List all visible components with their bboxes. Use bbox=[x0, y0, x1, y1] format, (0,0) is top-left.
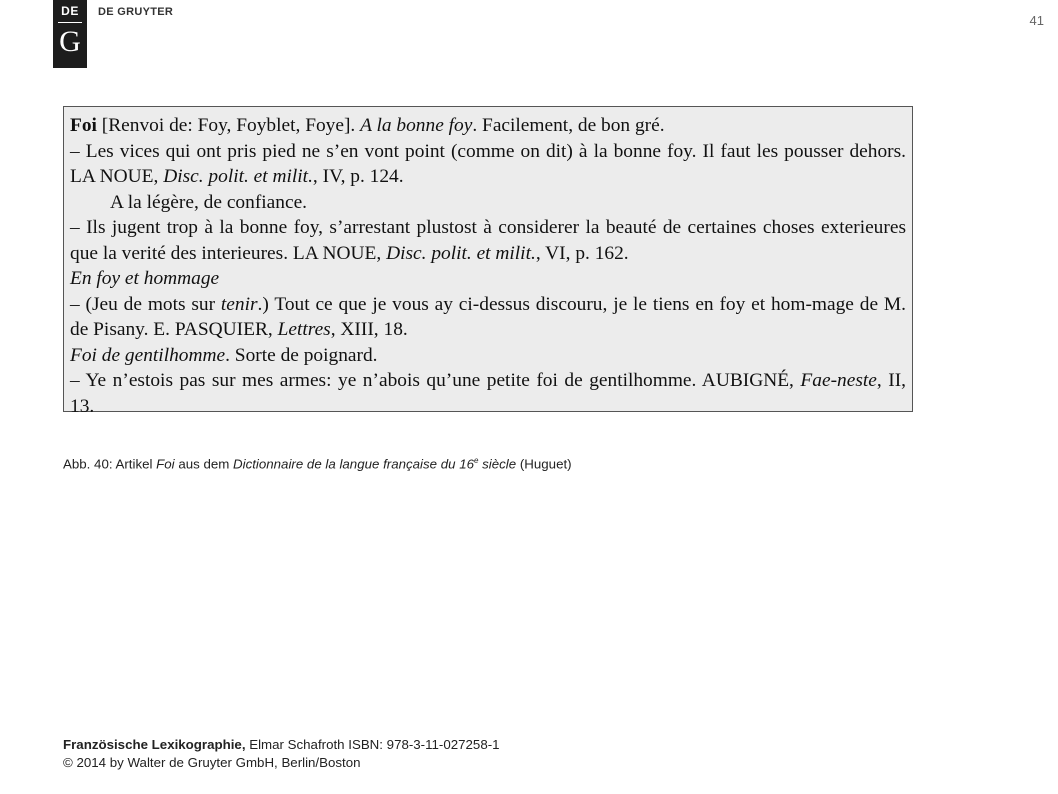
text-run: Foi de gentilhomme bbox=[70, 344, 226, 366]
citation-line-1 bbox=[63, 736, 500, 754]
text-run: Disc. polit. et milit. bbox=[163, 166, 313, 187]
entry-paragraph bbox=[70, 368, 906, 419]
caption-suffix: (Huguet) bbox=[516, 456, 572, 472]
copyright-line: © 2014 by Walter de Gruyter GmbH, Berlin/Boston bbox=[63, 755, 361, 770]
entry-sense: A la légère, de confiance. bbox=[110, 191, 308, 213]
figure-caption bbox=[63, 456, 572, 471]
text-run: Disc. polit. et milit. bbox=[386, 242, 536, 264]
text-run: – Ils jugent trop à la bonne foy, s’arrestant plustost à considerer la beauté de certaines choses exterieures que la verité des interieures. LA NOUE, bbox=[70, 217, 906, 264]
text-run: , VI, p. 162. bbox=[535, 242, 629, 264]
entry-subheading: En foy et hommage bbox=[70, 268, 220, 289]
text-run: .) Tout ce que je vous ay ci-dessus discouru, je le tiens en foy et hom-mage de M. de Pisany. E. PASQUIER, bbox=[70, 293, 906, 340]
caption-title: Dictionnaire de la langue française du 16 bbox=[233, 456, 474, 472]
citation-footer bbox=[63, 736, 500, 772]
book-title: Französische Lexikographie, bbox=[63, 737, 246, 752]
text-run: , II, 13. bbox=[70, 370, 906, 417]
text-run: Fae-neste bbox=[800, 370, 877, 391]
logo-bottom-text: G bbox=[59, 25, 81, 58]
book-info: Elmar Schafroth ISBN: 978-3-11-027258-1 bbox=[245, 737, 500, 752]
text-run: , IV, p. 124. bbox=[312, 166, 404, 187]
text-run: . Sorte de poignard. bbox=[225, 344, 378, 366]
publisher-name: DE GRUYTER bbox=[98, 6, 174, 18]
caption-term: Foi bbox=[156, 456, 175, 472]
text-run: tenir bbox=[220, 293, 258, 315]
text-run: – (Jeu de mots sur bbox=[70, 293, 221, 315]
text-run: – Ye n’estois pas sur mes armes: ye n’abois qu’une petite foi de gentilhomme. AUBIGNÉ, bbox=[70, 370, 801, 391]
caption-title-end: siècle bbox=[478, 456, 517, 472]
caption-superscript: e bbox=[474, 456, 479, 465]
logo-top-text: DE bbox=[61, 4, 79, 18]
publisher-logo bbox=[53, 0, 87, 68]
caption-middle: aus dem bbox=[174, 456, 234, 472]
caption-prefix: Abb. 40: Artikel bbox=[63, 456, 157, 472]
text-run: [Renvoi de: Foy, Foyblet, Foye]. bbox=[96, 115, 361, 136]
text-run: . Facilement, de bon gré. bbox=[472, 115, 665, 136]
entry-paragraph bbox=[70, 215, 906, 266]
text-run: Lettres bbox=[277, 319, 331, 340]
dictionary-entry-figure bbox=[63, 106, 913, 417]
text-run: – Les vices qui ont pris pied ne s’en vont point (comme on dit) à la bonne foy. Il faut les pousser dehors. LA NOUE, bbox=[70, 140, 906, 187]
text-run: A la bonne foy bbox=[360, 115, 473, 136]
entry-paragraph bbox=[70, 292, 906, 343]
entry-paragraph bbox=[70, 139, 906, 190]
entry-subheading-line bbox=[70, 343, 906, 369]
logo-divider bbox=[58, 22, 82, 23]
page-number: 41 bbox=[1029, 13, 1044, 28]
text-run: Foi bbox=[70, 115, 97, 136]
text-run: , XIII, 18. bbox=[330, 319, 408, 340]
entry-headword-line bbox=[70, 113, 906, 139]
